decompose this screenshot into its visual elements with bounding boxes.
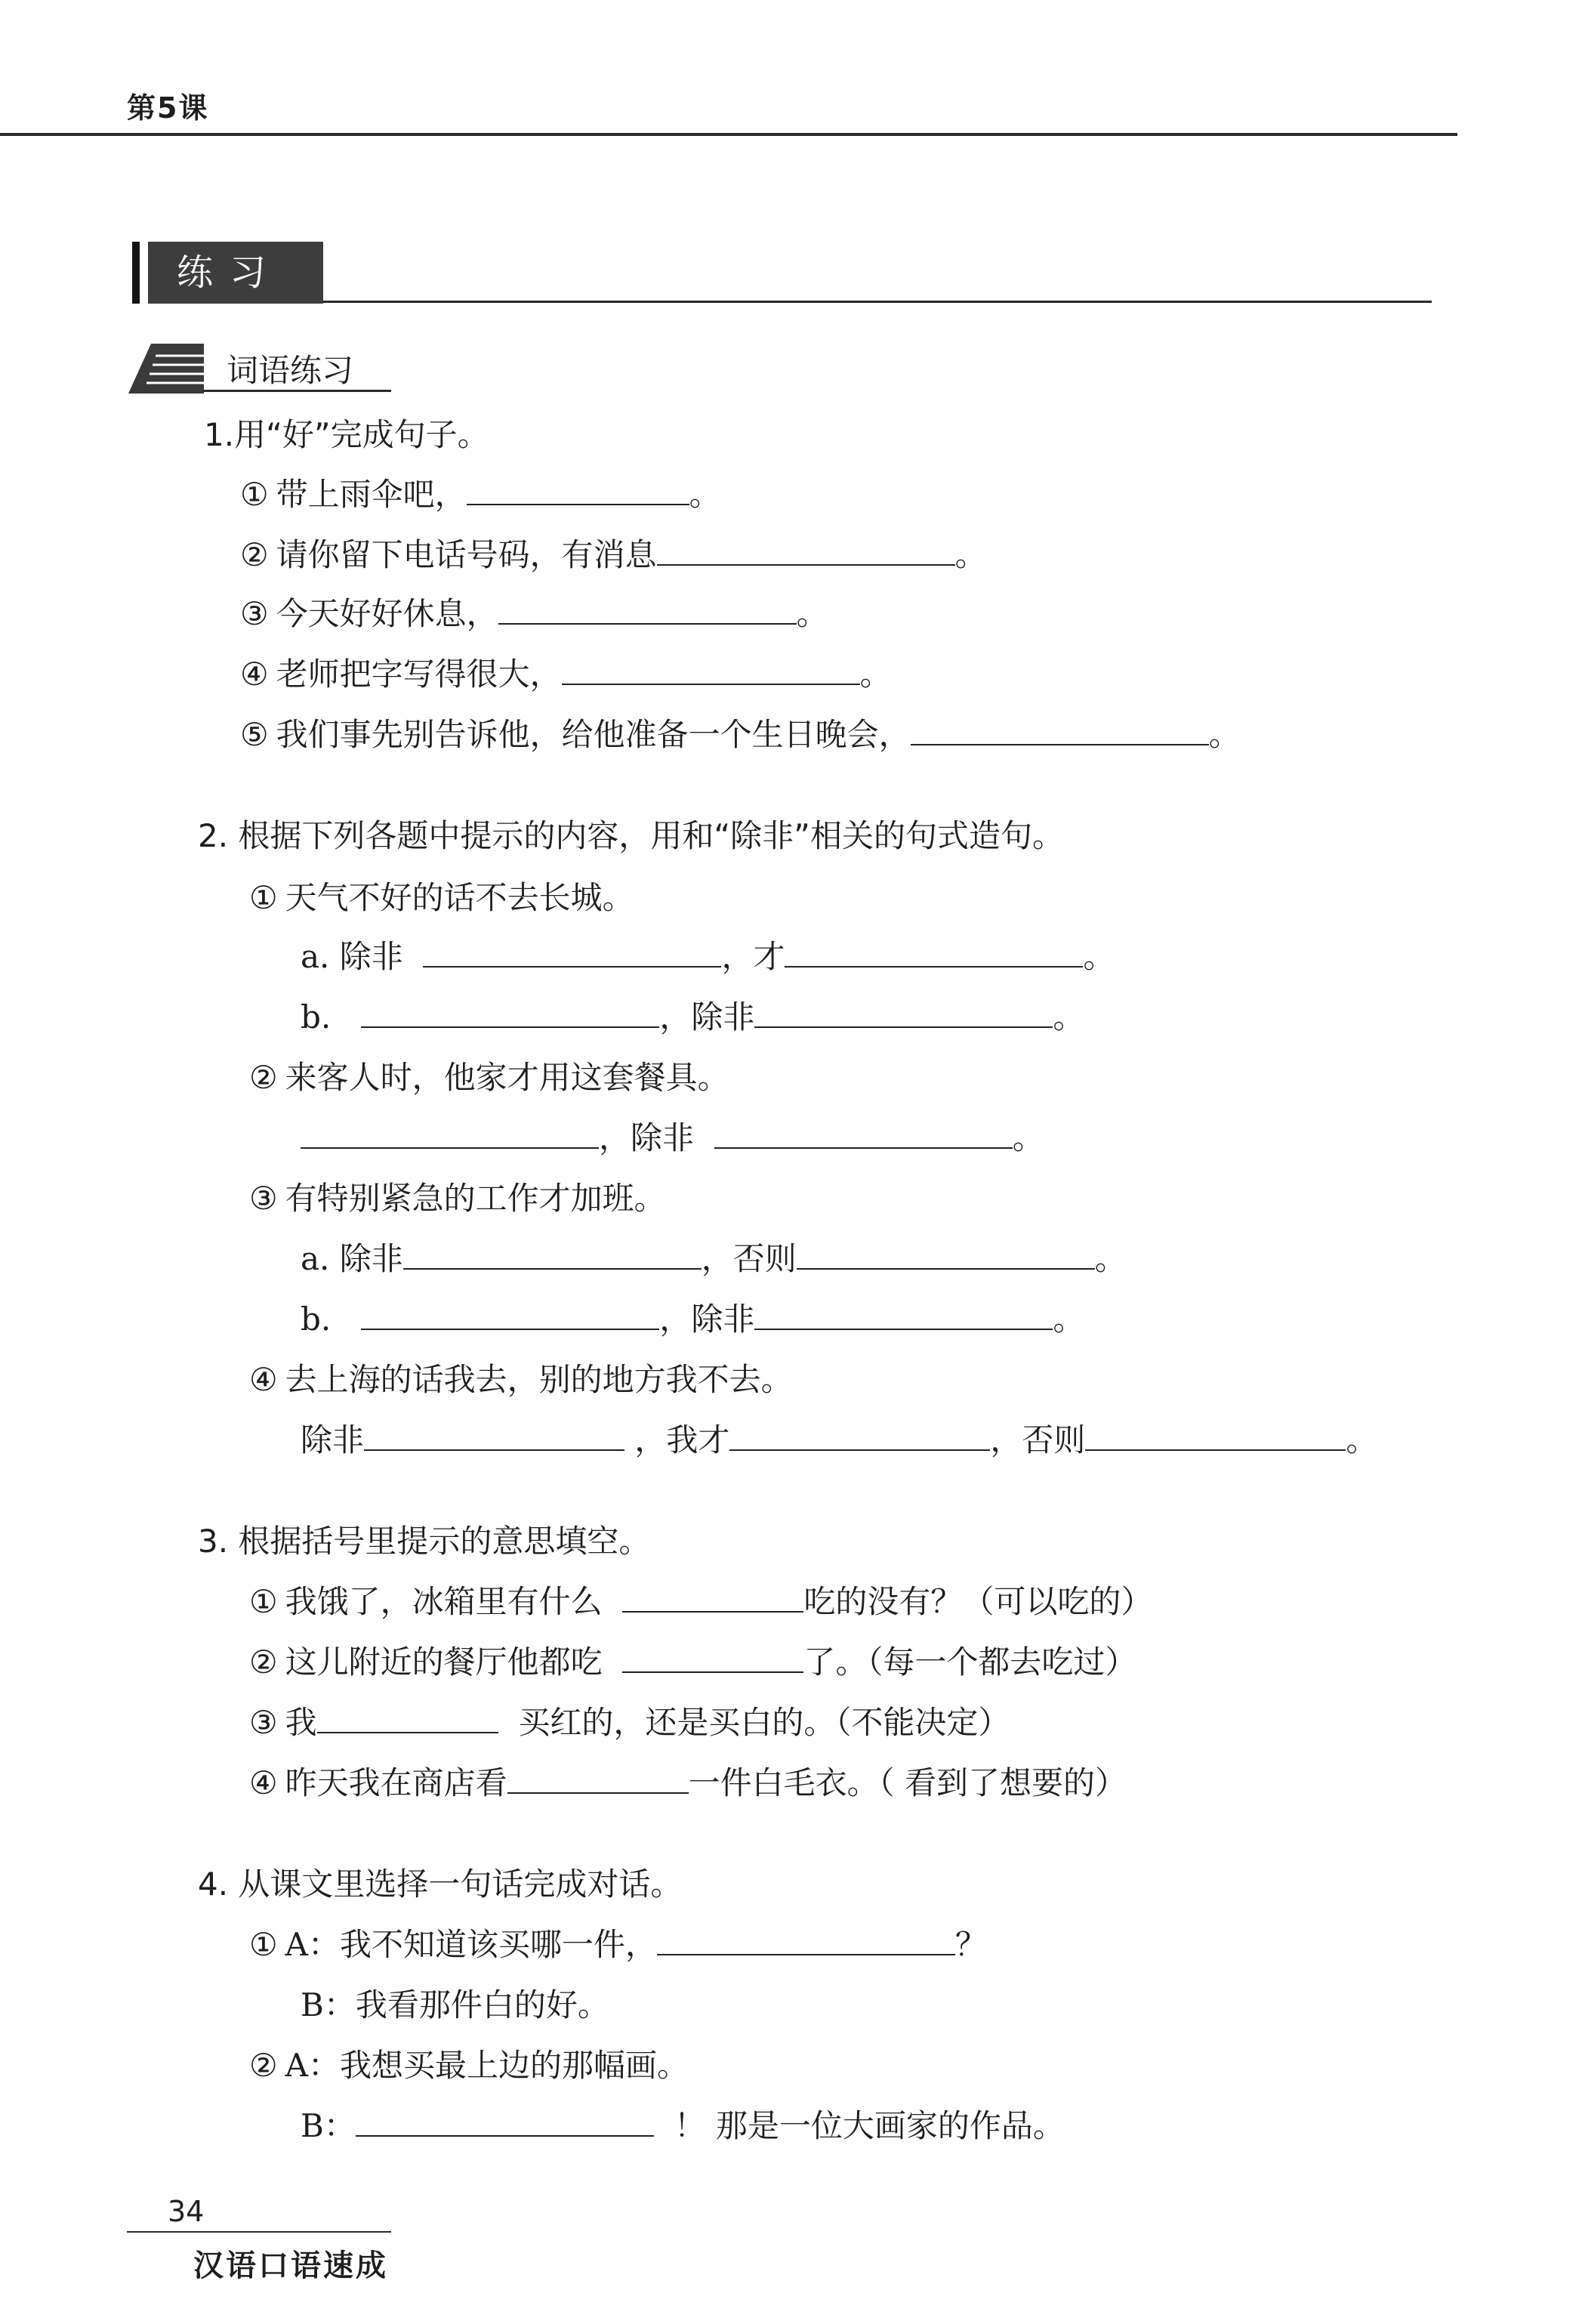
q3-item-1 <box>249 1583 1153 1620</box>
word: ，否则 <box>990 1421 1086 1458</box>
answer-blank[interactable] <box>1085 1449 1346 1451</box>
word: ，才 <box>721 938 785 975</box>
item-number: ② <box>249 2047 278 2084</box>
answer-blank[interactable] <box>317 1732 498 1733</box>
section-marker <box>132 242 140 304</box>
item-number: ① <box>249 879 278 916</box>
answer-blank[interactable] <box>361 1026 659 1028</box>
prompt-text: 来客人时，他家才用这套餐具。 <box>285 1059 729 1096</box>
answer-blank[interactable] <box>754 1026 1053 1028</box>
word: ，否则 <box>701 1240 797 1277</box>
item-text: 老师把字写得很大， <box>276 656 562 693</box>
item-number: ③ <box>249 1704 278 1741</box>
item-end: 一件白毛衣。（ 看到了想要的） <box>688 1764 1127 1801</box>
question-3-heading: 3. 根据括号里提示的意思填空。 <box>198 1523 651 1560</box>
dialog-text: 我看那件白的好。 <box>355 1986 609 2023</box>
answer-blank[interactable] <box>622 1611 803 1613</box>
item-number: ② <box>240 536 269 573</box>
q3-item-3 <box>249 1704 1010 1741</box>
dialog-text: ！ 那是一位大画家的作品。 <box>674 2107 1065 2144</box>
item-number: ② <box>249 1643 278 1681</box>
speaker-label: A： <box>285 1926 340 1963</box>
item-end: 。 <box>1012 1119 1044 1156</box>
prompt-text: 去上海的话我去，别的地方我不去。 <box>285 1361 793 1398</box>
q1-item-5 <box>240 716 1241 753</box>
item-number: ④ <box>249 1361 278 1398</box>
answer-blank[interactable] <box>562 684 860 685</box>
dialog-text: 我不知道该买哪一件， <box>340 1926 658 1963</box>
item-end: 买红的，还是买白的。（不能决定） <box>518 1704 1010 1741</box>
option-label: a. <box>301 1240 330 1277</box>
item-number: ④ <box>240 656 269 693</box>
q2-3-a <box>301 1240 1127 1277</box>
answer-blank[interactable] <box>403 1268 702 1270</box>
item-end: 。 <box>1053 1301 1085 1338</box>
q1-item-3 <box>240 595 828 632</box>
q3-item-2 <box>249 1643 1137 1681</box>
lesson-label: 第5课 <box>127 91 209 125</box>
answer-blank[interactable] <box>729 1449 990 1451</box>
item-number: ③ <box>240 595 269 632</box>
speaker-label: A： <box>285 2047 340 2084</box>
item-end: 。 <box>796 595 828 632</box>
q2-4-sentence <box>301 1421 1378 1458</box>
answer-blank[interactable] <box>622 1671 803 1673</box>
item-end: 。 <box>1053 998 1085 1035</box>
subsection-marker-icon <box>128 344 204 394</box>
q4-dialog-1-b <box>301 1986 609 2023</box>
item-end: 。 <box>954 536 987 573</box>
page-number: 34 <box>168 2195 205 2228</box>
q2-prompt-4 <box>249 1361 793 1398</box>
q2-2-sentence <box>301 1119 1044 1156</box>
subsection-title: 词语练习 <box>227 352 354 389</box>
option-label: b. <box>301 998 331 1035</box>
q2-prompt-2 <box>249 1059 729 1096</box>
item-end: 。 <box>1346 1421 1378 1458</box>
prompt-text: 天气不好的话不去长城。 <box>285 879 634 916</box>
dialog-text: 我想买最上边的那幅画。 <box>340 2047 689 2084</box>
item-end: 。 <box>859 656 892 693</box>
q3-item-4 <box>249 1764 1127 1801</box>
question-2-heading: 2. 根据下列各题中提示的内容，用和“除非”相关的句式造句。 <box>198 817 1064 854</box>
item-text: 我饿了，冰箱里有什么 <box>285 1583 603 1620</box>
word: ，除非 <box>599 1119 695 1156</box>
item-text: 我 <box>285 1704 317 1741</box>
q2-3-b <box>301 1301 1085 1338</box>
item-end: 吃的没有？（可以吃的） <box>803 1583 1153 1620</box>
item-text: 昨天我在商店看 <box>285 1764 507 1801</box>
q4-dialog-2-a <box>249 2047 689 2084</box>
item-text: 我们事先别告诉他，给他准备一个生日晚会， <box>276 716 911 753</box>
section-rule <box>323 301 1432 303</box>
word: 除非 <box>339 1240 403 1277</box>
answer-blank[interactable] <box>356 2135 654 2137</box>
q2-prompt-1 <box>249 879 634 916</box>
answer-blank[interactable] <box>911 744 1209 745</box>
question-4-heading: 4. 从课文里选择一句话完成对话。 <box>198 1866 683 1903</box>
q1-item-2 <box>240 536 987 573</box>
answer-blank[interactable] <box>714 1147 1013 1149</box>
item-text: 带上雨伞吧， <box>276 476 467 513</box>
q2-1-a <box>301 938 1115 975</box>
answer-blank[interactable] <box>361 1329 659 1330</box>
word: ，除非 <box>659 998 755 1035</box>
prompt-text: 有特别紧急的工作才加班。 <box>285 1180 666 1217</box>
item-text: 请你留下电话号码，有消息 <box>276 536 657 573</box>
q1-item-1 <box>240 476 721 513</box>
item-number: ① <box>249 1926 278 1963</box>
answer-blank[interactable] <box>797 1268 1095 1270</box>
item-end: 了。（每一个都去吃过） <box>803 1643 1137 1681</box>
item-number: ① <box>240 476 269 513</box>
word: 除非 <box>339 938 403 975</box>
answer-blank[interactable] <box>423 966 721 968</box>
answer-blank[interactable] <box>657 1954 955 1955</box>
answer-blank[interactable] <box>301 1147 599 1149</box>
item-number: ② <box>249 1059 278 1096</box>
q1-item-4 <box>240 656 892 693</box>
item-end: 。 <box>1208 716 1241 753</box>
speaker-label: B： <box>301 2107 356 2144</box>
question-1-heading: 1.用“好”完成句子。 <box>204 416 489 453</box>
item-text: 今天好好休息， <box>276 595 498 632</box>
book-title: 汉语口语速成 <box>193 2248 388 2283</box>
item-end: ？ <box>955 1926 988 1963</box>
section-title: 练习 <box>148 242 323 304</box>
option-label: a. <box>301 938 330 975</box>
item-number: ③ <box>249 1180 278 1217</box>
header-rule <box>0 133 1457 136</box>
answer-blank[interactable] <box>498 623 797 625</box>
answer-blank[interactable] <box>364 1449 624 1451</box>
item-end: 。 <box>1083 938 1115 975</box>
item-number: ⑤ <box>240 716 269 753</box>
answer-blank[interactable] <box>507 1792 689 1794</box>
q4-dialog-2-b <box>301 2107 1065 2144</box>
item-end: 。 <box>689 476 721 513</box>
word: 除非 <box>301 1421 365 1458</box>
q2-1-b <box>301 998 1085 1035</box>
item-end: 。 <box>1094 1240 1127 1277</box>
item-number: ④ <box>249 1764 278 1801</box>
answer-blank[interactable] <box>785 966 1083 968</box>
answer-blank[interactable] <box>657 564 955 566</box>
answer-blank[interactable] <box>754 1329 1053 1330</box>
q4-dialog-1-a <box>249 1926 988 1963</box>
item-text: 这儿附近的餐厅他都吃 <box>285 1643 603 1681</box>
speaker-label: B： <box>301 1986 356 2023</box>
item-number: ① <box>249 1583 278 1620</box>
word: ，我才 <box>634 1421 730 1458</box>
answer-blank[interactable] <box>467 504 689 505</box>
footer-rule <box>127 2231 391 2233</box>
word: ，除非 <box>659 1301 755 1338</box>
q2-prompt-3 <box>249 1180 666 1217</box>
option-label: b. <box>301 1301 331 1338</box>
subsection-rule <box>202 390 391 392</box>
